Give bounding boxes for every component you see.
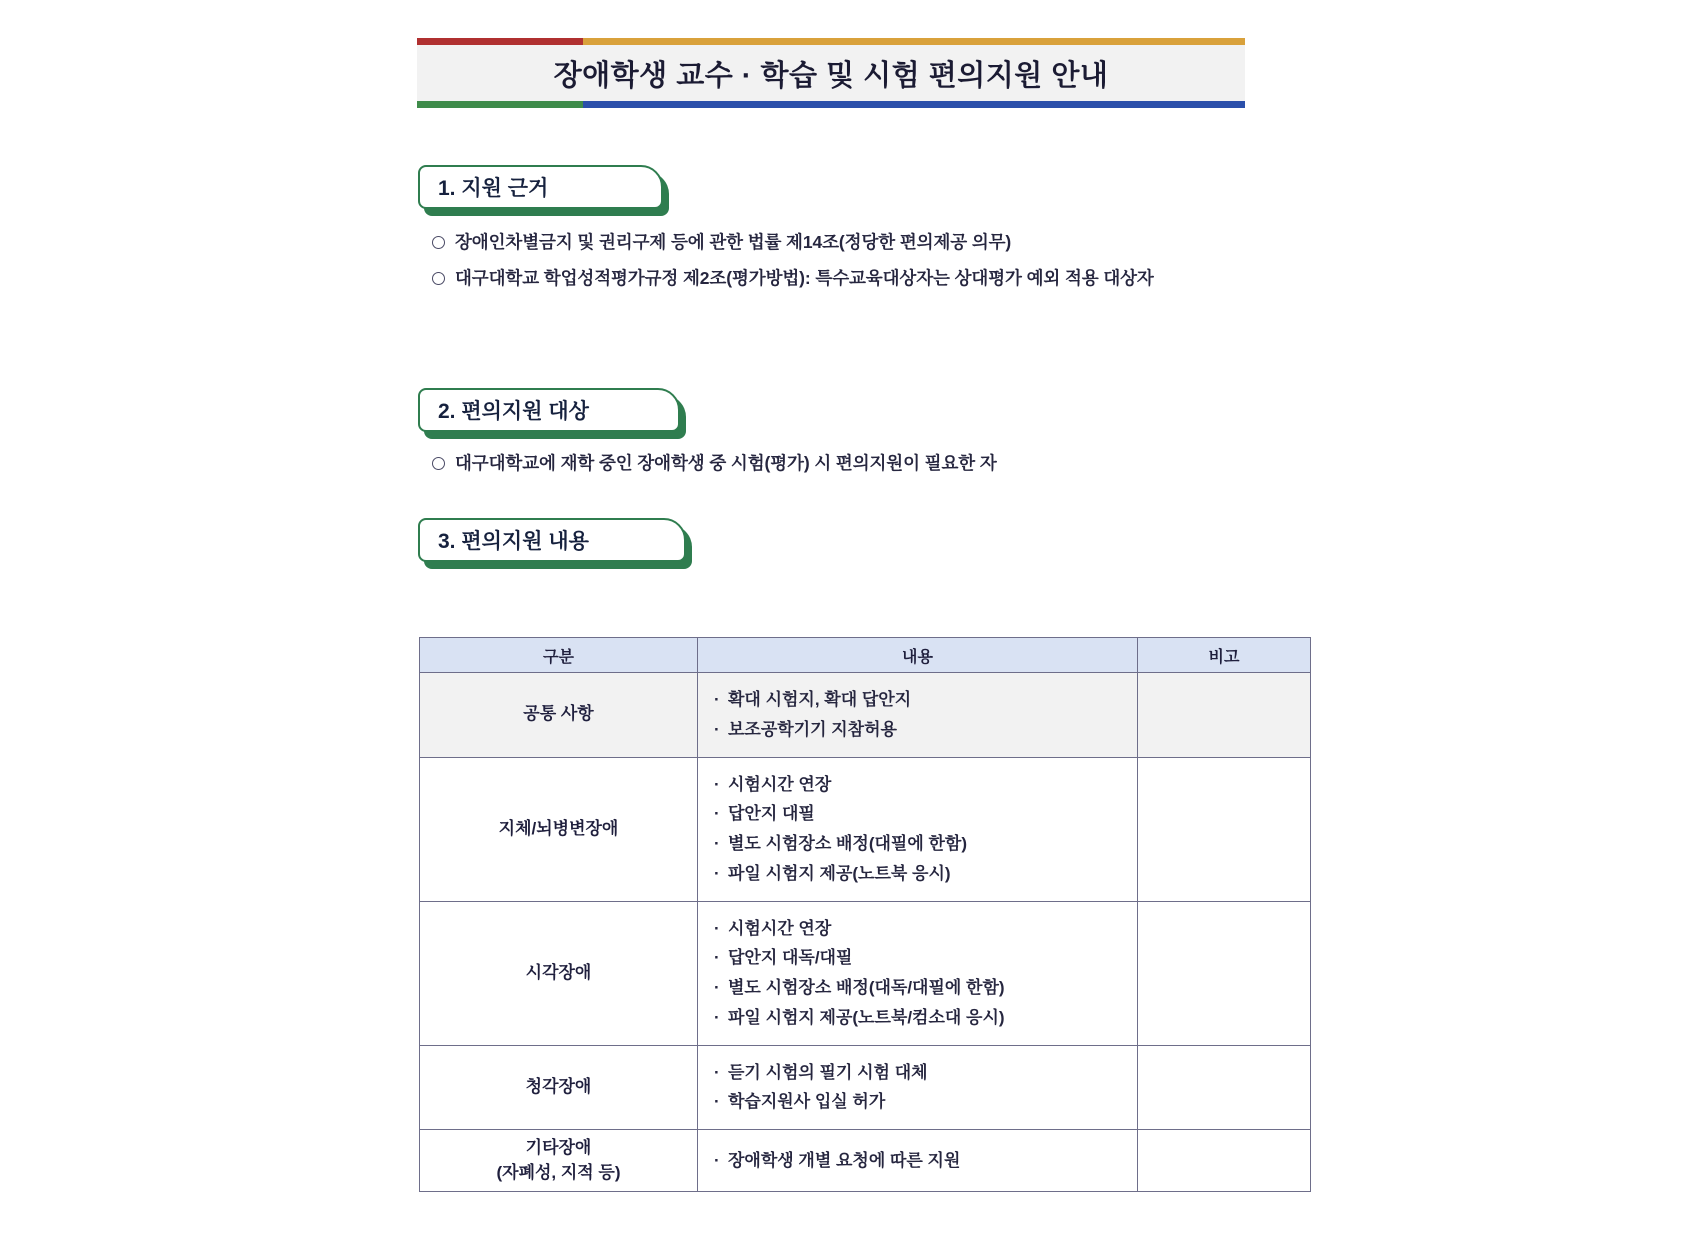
table-header-content: 내용 (698, 638, 1138, 673)
list-item-text: 대구대학교에 재학 중인 장애학생 중 시험(평가) 시 편의지원이 필요한 자 (455, 453, 997, 473)
section-1-list (432, 228, 1192, 301)
table-row (420, 673, 1311, 758)
content-line-text: 파일 시험지 제공(노트북/컴소대 응시) (728, 1007, 1005, 1027)
content-line (714, 685, 1127, 715)
table-cell-content (698, 901, 1138, 1045)
table-header-note: 비고 (1138, 638, 1311, 673)
table-cell-note (1138, 757, 1311, 901)
title-rule-green (417, 101, 583, 108)
content-line (714, 943, 1127, 973)
section-2-list (432, 449, 1192, 485)
table-cell-note (1138, 673, 1311, 758)
table-cell-content (698, 1045, 1138, 1130)
circle-bullet-icon (432, 236, 445, 249)
table-cell-category: 지체/뇌병변장애 (420, 757, 698, 901)
content-line-text: 학습지원사 입실 허가 (728, 1092, 886, 1112)
document-title-block (417, 38, 1245, 108)
circle-bullet-icon (432, 457, 445, 470)
content-line (714, 1003, 1127, 1033)
content-line-text: 보조공학기기 지참허용 (728, 719, 897, 739)
dash-bullet-icon: · (714, 1092, 720, 1112)
section-heading-2-label: 2. 편의지원 대상 (438, 400, 589, 423)
dash-bullet-icon: · (714, 834, 720, 853)
title-banner (417, 45, 1245, 101)
list-item-text: 대구대학교 학업성적평가규정 제2조(평가방법): 특수교육대상자는 상대평가 예외 적용 대상자 (455, 268, 1154, 289)
content-line (714, 799, 1127, 829)
dash-bullet-icon: · (714, 719, 720, 739)
content-line-text: 시험시간 연장 (728, 918, 832, 938)
table-cell-note (1138, 901, 1311, 1045)
list-item (432, 228, 1192, 256)
dash-bullet-icon: · (714, 863, 720, 883)
dash-bullet-icon: · (714, 978, 720, 997)
dash-bullet-icon: · (714, 804, 720, 824)
dash-bullet-icon: · (714, 1007, 720, 1027)
content-line (714, 1146, 1127, 1176)
table-header-row (420, 638, 1311, 673)
title-top-rule (417, 38, 1245, 45)
table-cell-note (1138, 1130, 1311, 1192)
content-line-text: 파일 시험지 제공(노트북 응시) (728, 863, 951, 883)
table-cell-category: 기타장애 (자폐성, 지적 등) (420, 1130, 698, 1192)
content-line (714, 859, 1127, 889)
title-bottom-rule (417, 101, 1245, 108)
content-line-text: 별도 시험장소 배정(대독/대필에 한함) (728, 978, 1005, 997)
title-rule-blue (583, 101, 1245, 108)
dash-bullet-icon: · (714, 774, 720, 794)
content-line-text: 별도 시험장소 배정(대필에 한함) (728, 834, 967, 853)
table-cell-note (1138, 1045, 1311, 1130)
content-line (714, 1087, 1127, 1117)
list-item-text: 장애인차별금지 및 권리구제 등에 관한 법률 제14조(정당한 편의제공 의무) (455, 232, 1012, 252)
content-line-text: 확대 시험지, 확대 답안지 (728, 690, 912, 709)
dash-bullet-icon: · (714, 690, 720, 709)
circle-bullet-icon (432, 272, 445, 285)
content-line-text: 장애학생 개별 요청에 따른 지원 (728, 1150, 961, 1170)
list-item (432, 449, 1192, 477)
table-row (420, 1045, 1311, 1130)
table-row (420, 901, 1311, 1045)
section-heading-3-label: 3. 편의지원 내용 (438, 530, 589, 553)
support-table (419, 637, 1311, 1192)
content-line (714, 829, 1127, 859)
table-cell-content (698, 757, 1138, 901)
content-line (714, 973, 1127, 1003)
title-rule-red (417, 38, 583, 45)
content-line (714, 770, 1127, 800)
page-title: 장애학생 교수 · 학습 및 시험 편의지원 안내 (553, 59, 1109, 92)
section-heading-1-label: 1. 지원 근거 (438, 177, 549, 200)
table-row (420, 1130, 1311, 1192)
title-rule-gold (583, 38, 1245, 45)
content-line-text: 답안지 대필 (728, 804, 815, 824)
table-cell-content (698, 673, 1138, 758)
table-cell-content (698, 1130, 1138, 1192)
content-line-text: 듣기 시험의 필기 시험 대체 (728, 1062, 928, 1082)
table-header-category: 구분 (420, 638, 698, 673)
section-heading-3 (418, 518, 686, 562)
content-line (714, 715, 1127, 745)
list-item (432, 264, 1192, 292)
dash-bullet-icon: · (714, 1062, 720, 1082)
dash-bullet-icon: · (714, 1150, 720, 1170)
table-cell-category: 청각장애 (420, 1045, 698, 1130)
section-heading-1 (418, 165, 663, 209)
content-line (714, 1058, 1127, 1088)
content-line-text: 답안지 대독/대필 (728, 948, 853, 968)
dash-bullet-icon: · (714, 948, 720, 968)
table-cell-category: 공통 사항 (420, 673, 698, 758)
content-line (714, 914, 1127, 944)
table-cell-category: 시각장애 (420, 901, 698, 1045)
dash-bullet-icon: · (714, 918, 720, 938)
content-line-text: 시험시간 연장 (728, 774, 832, 794)
section-heading-2 (418, 388, 680, 432)
table-row (420, 757, 1311, 901)
